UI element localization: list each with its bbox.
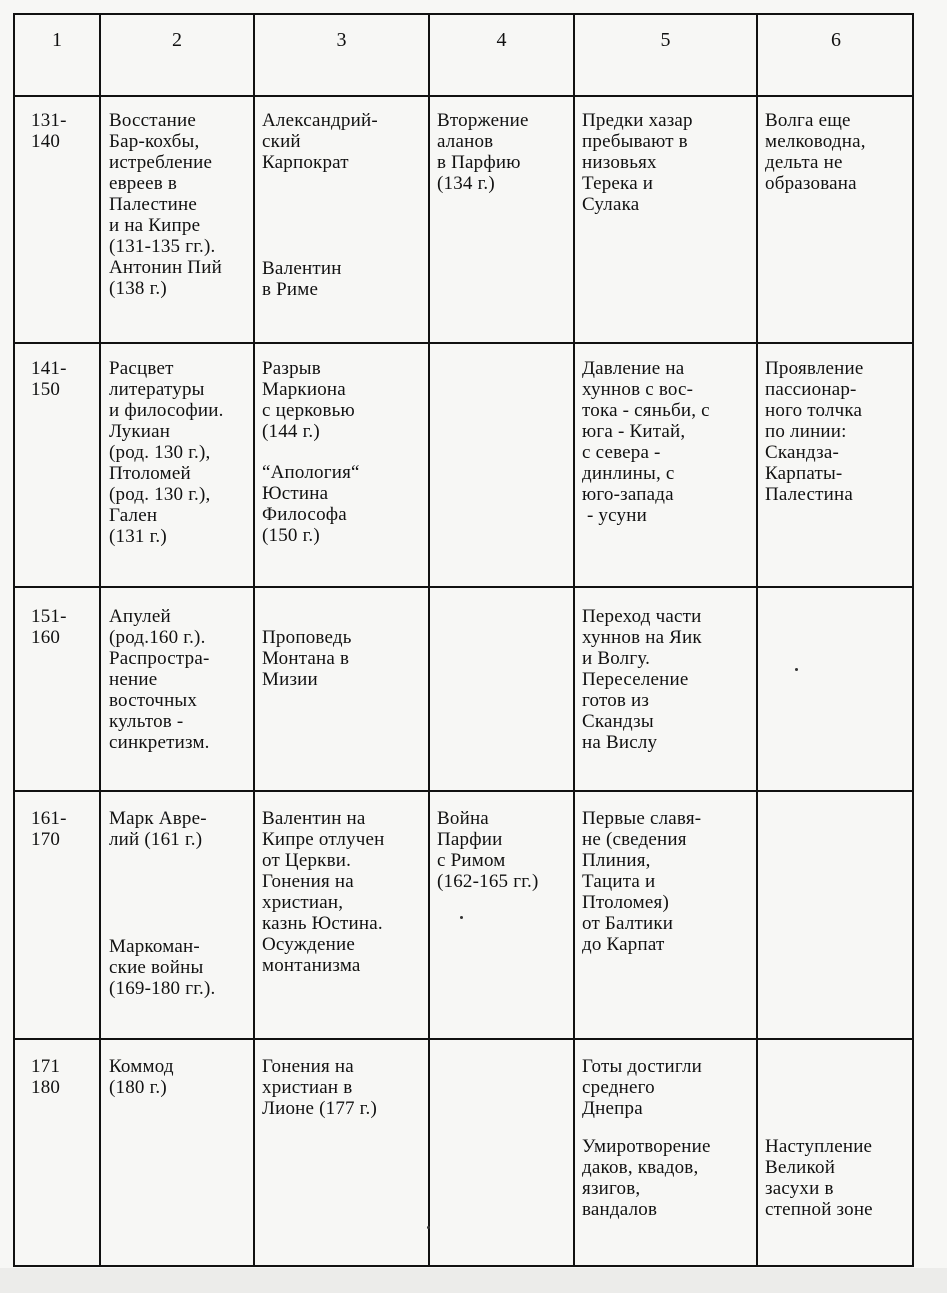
steppe-cell: Предки хазар пребывают в низовьях Терека и Сулака xyxy=(582,110,693,215)
period-cell: 141- 150 xyxy=(31,358,67,400)
column-header-5: 5 xyxy=(660,29,671,51)
scan-speck xyxy=(460,916,463,919)
column-divider xyxy=(573,13,575,1267)
steppe-cell: Готы достигли среднего Днепра xyxy=(582,1056,703,1119)
east-cell: Война Парфии с Римом (162-165 гг.) xyxy=(437,808,539,892)
period-cell: 131- 140 xyxy=(31,110,67,152)
religion-cell: Проповедь Монтана в Мизии xyxy=(262,627,352,690)
events-cell: Коммод (180 г.) xyxy=(109,1056,174,1098)
row-divider xyxy=(13,790,914,792)
events-cell: Апулей (род.160 г.). Распростра- нение восточных культов - синкретизм. xyxy=(109,606,210,753)
steppe-cell: Давление на хуннов с вос- тока - сяньби, с юга - Китай, с севера - динлины, с юго-запада - усуни xyxy=(582,358,710,526)
events-cell: Восстание Бар-кохбы, истребление евреев в Палестине и на Кипре (131-135 гг.). Антонин Пий (138 г.) xyxy=(109,110,222,299)
events-cell: Марк Авре- лий (161 г.) xyxy=(109,808,207,850)
religion-cell: Валентин на Кипре отлучен от Церкви. Гонения на христиан, казнь Юстина. Осуждение монтанизма xyxy=(262,808,385,976)
column-divider xyxy=(428,13,430,1267)
header-row-divider xyxy=(13,95,914,97)
east-cell: Вторжение аланов в Парфию (134 г.) xyxy=(437,110,529,194)
page-margin xyxy=(0,1268,947,1293)
religion-cell: Разрыв Маркиона с церковью (144 г.) xyxy=(262,358,355,442)
nature-cell: Наступление Великой засухи в степной зоне xyxy=(765,1136,873,1220)
religion-cell-secondary: Валентин в Риме xyxy=(262,258,342,300)
religion-cell: Александрий- ский Карпократ xyxy=(262,110,378,173)
column-header-1: 1 xyxy=(52,29,62,51)
period-cell: 151- 160 xyxy=(31,606,67,648)
column-header-6: 6 xyxy=(831,29,841,51)
scan-speck xyxy=(795,668,798,671)
religion-cell-secondary: “Апология“ Юстина Философа (150 г.) xyxy=(262,462,360,546)
row-divider xyxy=(13,1038,914,1040)
steppe-cell-secondary: Умиротворение даков, квадов, язигов, вандалов xyxy=(582,1136,711,1220)
nature-cell: Проявление пассионар- ного толчка по линии: Скандза- Карпаты- Палестина xyxy=(765,358,864,505)
column-header-3: 3 xyxy=(336,29,347,51)
events-cell: Расцвет литературы и философии. Лукиан (род. 130 г.), Птоломей (род. 130 г.), Гален (131 г.) xyxy=(109,358,224,547)
nature-cell: Волга еще мелководна, дельта не образована xyxy=(765,110,866,194)
column-header-4: 4 xyxy=(496,29,507,51)
scan-speck xyxy=(427,1226,430,1229)
column-divider xyxy=(756,13,758,1267)
row-divider xyxy=(13,342,914,344)
steppe-cell: Переход части хуннов на Яик и Волгу. Переселение готов из Скандзы на Вислу xyxy=(582,606,702,753)
column-divider xyxy=(99,13,101,1267)
row-divider xyxy=(13,586,914,588)
events-cell-secondary: Маркоман- ские войны (169-180 гг.). xyxy=(109,936,216,999)
period-cell: 161- 170 xyxy=(31,808,67,850)
column-header-2: 2 xyxy=(172,29,182,51)
column-divider xyxy=(253,13,255,1267)
period-cell: 171 180 xyxy=(31,1056,61,1098)
religion-cell: Гонения на христиан в Лионе (177 г.) xyxy=(262,1056,378,1119)
steppe-cell: Первые славя- не (сведения Плиния, Тацита и Птоломея) от Балтики до Карпат xyxy=(582,808,702,955)
